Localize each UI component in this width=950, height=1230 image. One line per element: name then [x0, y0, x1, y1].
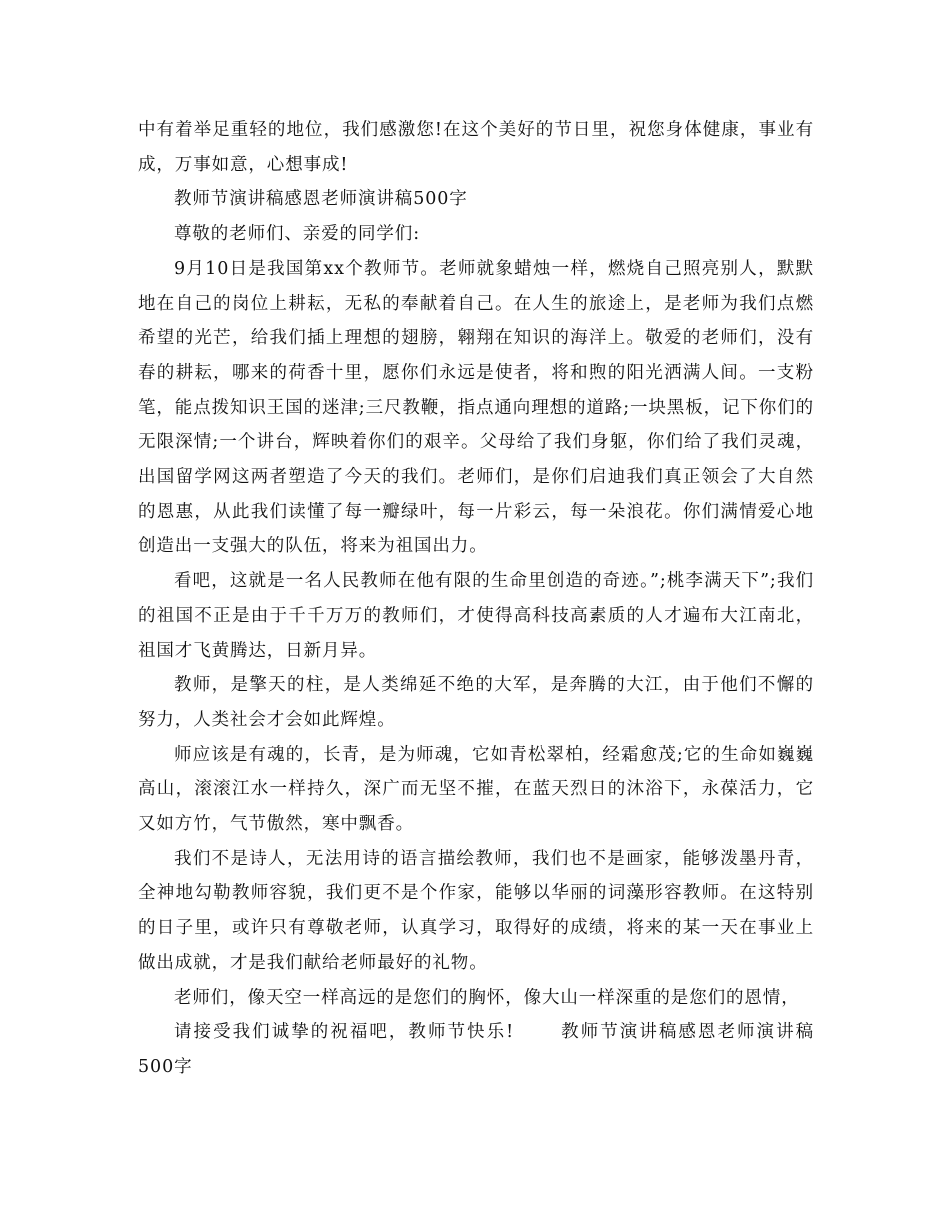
paragraph-gratitude: 老师们，像天空一样高远的是您们的胸怀，像大山一样深重的是您们的恩情， [174, 987, 800, 1008]
paragraph-closing-blessing: 中有着举足重轻的地位，我们感激您!在这个美好的节日里，祝您身体健康，事业有成，万事如意，心想事成! [138, 120, 814, 175]
final-greeting: 请接受我们诚挚的祝福吧，教师节快乐! [174, 1022, 515, 1043]
paragraph-miracle: 看吧，这就是一名人民教师在他有限的生命里创造的奇迹。”;桃李满天下”;我们的祖国不正是由于千千万万的教师们，才使得高科技高素质的人才遍布大江南北，祖国才飞黄腾达，日新月异。 [138, 571, 814, 661]
paragraph-speech-title: 教师节演讲稿感恩老师演讲稿500字 [174, 189, 468, 210]
paragraph-final [138, 1015, 814, 1084]
paragraph-teacher-soul: 师应该是有魂的，长青，是为师魂，它如青松翠柏，经霜愈茂;它的生命如巍巍高山，滚滚江水一样持久，深广而无坚不摧，在蓝天烈日的沐浴下，永葆活力，它又如方竹，气节傲然，寒中飘香。 [138, 744, 814, 835]
document-body [138, 113, 814, 1085]
paragraph-salutation: 尊敬的老师们、亲爱的同学们: [174, 224, 420, 245]
paragraph-not-poets: 我们不是诗人，无法用诗的语言描绘教师，我们也不是画家，能够泼墨丹青，全神地勾勒教师容貌，我们更不是个作家，能够以华丽的词藻形容教师。在这特别的日子里，或许只有尊敬老师，认真学习，取得好的成绩，将来的某一天在事业上做出成就，才是我们献给老师最好的礼物。 [138, 848, 814, 973]
final-title: 教师节演讲稿感恩老师演讲稿500字 [138, 1022, 815, 1077]
paragraph-pillar: 教师，是擎天的柱，是人类绵延不绝的大军，是奔腾的大江，由于他们不懈的努力，人类社会才会如此辉煌。 [138, 675, 814, 730]
paragraph-teachers-day-intro: 9月10日是我国第xx个教师节。老师就象蜡烛一样，燃烧自己照亮别人，默默地在自己的岗位上耕耘，无私的奉献着自己。在人生的旅途上，是老师为我们点燃希望的光芒，给我们插上理想的翅膀，翱翔在知识的海洋上。敬爱的老师们，没有春的耕耘，哪来的荷香十里，愿你们永远是使者，将和煦的阳光洒满人间。一支粉笔，能点拨知识王国的迷津;三尺教鞭，指点通向理想的道路;一块黑板，记下你们的无限深情;一个讲台，辉映着你们的艰辛。父母给了我们身躯，你们给了我们灵魂，出国留学网这两者塑造了今天的我们。老师们，是你们启迪我们真正领会了大自然的恩惠，从此我们读懂了每一瓣绿叶，每一片彩云，每一朵浪花。你们满情爱心地创造出一支强大的队伍，将来为祖国出力。 [138, 258, 814, 557]
